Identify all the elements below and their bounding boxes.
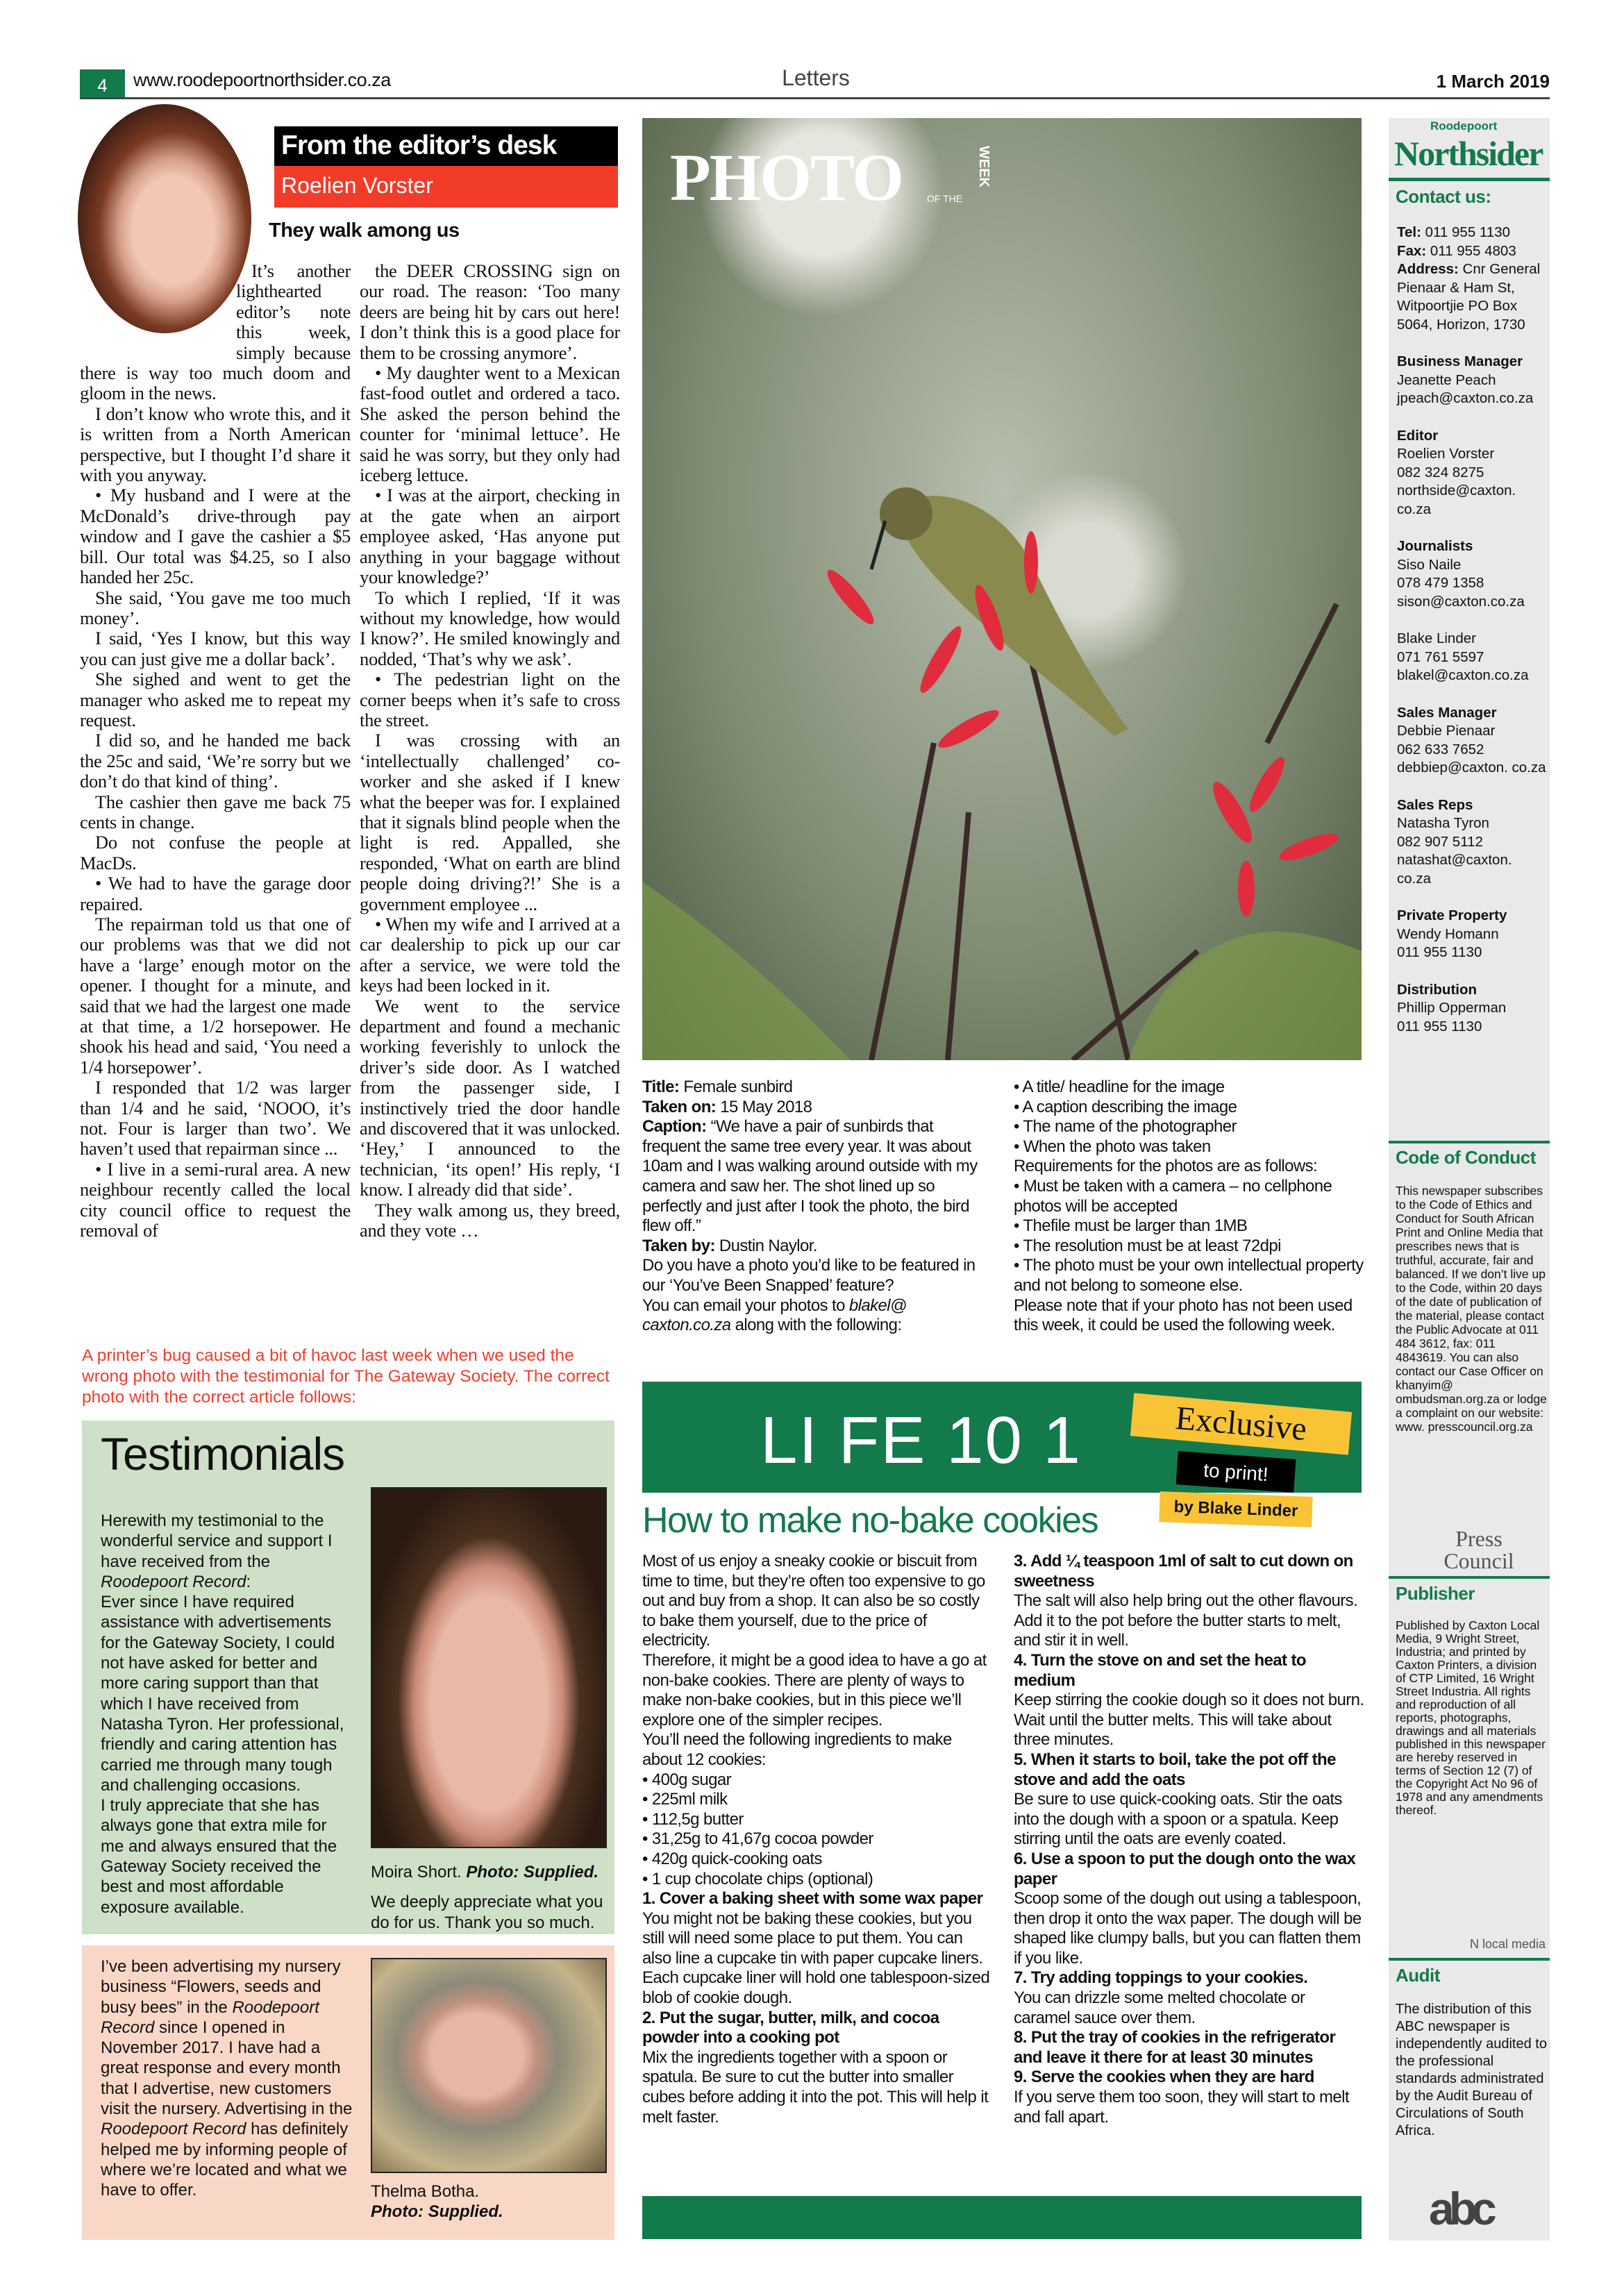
- staff-entry: [1397, 537, 1546, 611]
- contact-details: [1397, 224, 1546, 1055]
- publisher-heading: Publisher: [1396, 1583, 1475, 1604]
- staff-line: Blake Linder: [1397, 630, 1476, 646]
- detail-label: Address:: [1397, 261, 1459, 277]
- code-of-conduct-text: This newspaper subscribes to the Code of Ethics and Conduct for South African Print and Online Media that prescribes news that is truthful, accurate, fair and balanced. If we don’t live up to the Code, within 20 days of the date of publication of the material, please contact the Public Advocate at 011 484 3612, fax: 011 4843619. You can also contact our Case Officer on khanyim@ ombudsman.org.za or lodge a complaint on our website: www. presscouncil.org.za: [1396, 1184, 1547, 1434]
- cookies-column-1: [642, 1552, 993, 2127]
- text: :: [246, 1572, 251, 1591]
- sunbird-illustration: [642, 118, 1362, 1060]
- step-heading: 2. Put the sugar, butter, milk, and cocoa powder into a cooking pot: [642, 2008, 939, 2047]
- testimonial-box-1: [82, 1421, 614, 1934]
- paragraph: • Must be taken with a camera – no cellphone photos will be accepted: [1014, 1176, 1332, 1216]
- staff-line: 011 955 1130: [1397, 944, 1482, 960]
- text: Herewith my testimonial to the wonderful service and support I have received from the: [101, 1511, 333, 1571]
- staff-role: Private Property: [1397, 907, 1507, 923]
- paragraph: If you serve them too soon, they will start to melt and fall apart.: [1014, 2088, 1349, 2127]
- thelma-botha-photo: [371, 1958, 607, 2173]
- staff-line: Roelien Vorster: [1397, 446, 1495, 462]
- paragraph: I was crossing with an ‘intellectually challenged’ co-worker and she asked if I knew what the beeper was for. I explained that it signals blind people when the light is red. Appalled, she responded, ‘What on earth are blind people doing driving?!’ She is a government employee ...: [360, 730, 620, 914]
- staff-role: Business Manager: [1397, 353, 1523, 369]
- exclusive-badge: Exclusive: [1130, 1393, 1352, 1455]
- staff-line: blakel@caxton.co.za: [1397, 667, 1529, 683]
- staff-entry: [1397, 981, 1546, 1037]
- staff-role: Distribution: [1397, 981, 1477, 998]
- caption-name: Thelma Botha.: [371, 2182, 480, 2201]
- logo-of-the: OF THE: [927, 193, 963, 204]
- divider: [1389, 1576, 1550, 1579]
- submission-email[interactable]: blakel@ caxton.co.za: [642, 1296, 907, 1335]
- staff-line: 082 324 8275: [1397, 464, 1484, 480]
- step-heading: 3. Add ¼ teaspoon 1ml of salt to cut down on sweetness: [1014, 1552, 1353, 1591]
- masthead-sidebar: [1389, 118, 1550, 2240]
- detail-value: “We have a pair of sunbirds that frequent the same tree every year. It was about 10am and I was walking around outside with my camera and saw her. The shot lined up so perfectly and just after I took the photo, the bird flew off.”: [642, 1117, 978, 1236]
- step-heading: 8. Put the tray of cookies in the refrigerator and leave it there for at least 30 minutes: [1014, 2028, 1336, 2067]
- publisher-text: Published by Caxton Local Media, 9 Wright Street, Industria; and printed by Caxton Printers, a division of CTP Limited, 16 Wright Street Industria. All rights and reproduction of all reports, photographs, drawings and all materials published in this newspaper are hereby reserved in terms of Section 12 (7) of the Copyright Act No 96 of 1978 and any amendments thereof.: [1396, 1618, 1546, 1817]
- text: I truly appreciate that she has always gone that extra mile for me and always ensured that the Gateway Society received the best and most affordable exposure available.: [101, 1796, 337, 1917]
- staff-role: Editor: [1397, 427, 1439, 444]
- bottom-green-bar: [642, 2196, 1362, 2239]
- northsider-logo: Northsider: [1394, 134, 1543, 173]
- step-heading: 5. When it starts to boil, take the pot off the stove and add the oats: [1014, 1750, 1336, 1789]
- paragraph: The salt will also help bring out the other flavours. Add it to the pot before the butter starts to melt, and stir it in well.: [1014, 1591, 1358, 1650]
- step-heading: 1. Cover a baking sheet with some wax paper: [642, 1889, 983, 1909]
- staff-line: 011 955 1130: [1397, 1018, 1482, 1034]
- text: has definitely helped me by informing people of where we’re located and what we have to offer.: [101, 2120, 349, 2200]
- paragraph: • 31,25g to 41,67g cocoa powder: [642, 1829, 873, 1849]
- paragraph: • The resolution must be at least 72dpi: [1014, 1236, 1281, 1255]
- paragraph: I don’t know who wrote this, and it is written from a North American perspective, but I thought I’d share it with you anyway.: [80, 403, 351, 486]
- closing-text: We deeply appreciate what you do for us. Thank you so much.: [371, 1893, 603, 1932]
- detail-value: 011 955 1130: [1421, 224, 1510, 240]
- paragraph: Scoop some of the dough out using a tablespoon, then drop it onto the wax paper. The dough will be shaped like clumpy balls, but you can flatten them if you like.: [1014, 1889, 1362, 1968]
- publication-name: Roodepoort Record: [101, 1572, 246, 1591]
- photo-of-the-week-logo: PHOTO: [670, 140, 903, 215]
- logo-week: WEEK: [976, 146, 991, 187]
- paragraph: • The photo must be your own intellectual property and not belong to someone else.: [1014, 1256, 1364, 1295]
- paragraph: • 225ml milk: [642, 1790, 728, 1809]
- paragraph: Therefore, it might be a good idea to have a go at non-bake cookies. There are plenty of ways to make non-bake cookies, but in this piece we’ll explore one of the simpler recipes.: [642, 1650, 987, 1729]
- paragraph: I did so, and he handed me back the 25c and said, ‘We’re sorry but we don’t do that kind of thing’.: [80, 730, 351, 792]
- paragraph: The cashier then gave me back 75 cents in change.: [80, 791, 351, 832]
- paragraph: • When my wife and I arrived at a car dealership to pick up our car after a service, we were told the keys had been locked in it.: [360, 914, 620, 996]
- staff-entry: [1397, 630, 1546, 685]
- detail-value: 15 May 2018: [716, 1097, 812, 1116]
- step-heading: 6. Use a spoon to put the dough onto the wax paper: [1014, 1849, 1356, 1888]
- paragraph: We went to the service department and found a mechanic working feverishly to unlock the driver’s side door. As I watched from the passenger side, I instinctively tried the door handle and discovered that it was unlocked. ‘Hey,’ I announced to the technician, ‘its open!’ His reply, ‘I know. I already did that side’.: [360, 995, 620, 1200]
- life-101-banner: [642, 1382, 1362, 1493]
- correction-note: A printer’s bug caused a bit of havoc last week when we used the wrong photo with the testimonial for The Gateway Society. The correct photo with the correct article follows:: [82, 1346, 610, 1407]
- staff-role: Sales Reps: [1397, 796, 1473, 813]
- detail-label: Taken by:: [642, 1236, 715, 1255]
- paragraph: You’ll need the following ingredients to make about 12 cookies:: [642, 1730, 952, 1769]
- staff-line: debbiep@caxton. co.za: [1397, 760, 1546, 776]
- paragraph: Do not confuse the people at MacDs.: [80, 832, 351, 873]
- staff-line: Debbie Pienaar: [1397, 723, 1496, 739]
- paragraph: Mix the ingredients together with a spoon or spatula. Be sure to cut the butter into smaller cubes before adding it into the pot. This will help it melt faster.: [642, 2047, 989, 2127]
- testimonials-title: Testimonials: [101, 1428, 345, 1480]
- paragraph: The repairman told us that one of our problems was that we did not have a ‘large’ enough motor on the opener. I thought for a minute, and said that we had the largest one made at that time, a 1/2 horsepower. He shook his head and said, ‘You need a 1/4 horsepower’.: [80, 914, 351, 1078]
- roodepoort-logo-text: Roodepoort: [1430, 119, 1498, 133]
- site-url[interactable]: www.roodepoortnorthsider.co.za: [133, 69, 391, 90]
- issue-date: 1 March 2019: [1436, 71, 1550, 92]
- step-heading: 9. Serve the cookies when they are hard: [1014, 2068, 1314, 2087]
- staff-line: 071 761 5597: [1397, 648, 1484, 665]
- staff-entry: [1397, 907, 1546, 962]
- testimonial-2-caption: [371, 2181, 610, 2222]
- publication-name: Roodepoort Record: [101, 2120, 246, 2139]
- photo-credit: Photo: Supplied.: [466, 1863, 599, 1882]
- staff-line: Natasha Tyron: [1397, 815, 1489, 831]
- staff-entry: [1397, 704, 1546, 778]
- photo-credit: Photo: Supplied.: [371, 2202, 503, 2222]
- detail-label: Tel:: [1397, 224, 1421, 240]
- paragraph: • 400g sugar: [642, 1770, 731, 1789]
- audit-text: The distribution of this ABC newspaper is independently audited to the professional standards administrated by the Audit Bureau of Circulations of South Africa.: [1396, 2002, 1547, 2138]
- paragraph: • My daughter went to a Mexican fast-food outlet and ordered a taco. She asked the person behind the counter for ‘minimal lettuce’. He said he was sorry, but they only had iceberg lettuce.: [360, 362, 620, 486]
- editor-desk-banner: From the editor’s desk: [274, 126, 618, 166]
- paragraph: the DEER CROSSING sign on our road. The reason: ‘Too many deers are being hit by cars out here! I don’t think this is a good place for them to be crossing anymore’.: [360, 260, 620, 363]
- staff-line: Phillip Opperman: [1397, 1000, 1507, 1016]
- to-print-badge: to print!: [1176, 1451, 1296, 1493]
- paragraph: She said, ‘You gave me too much money’.: [80, 587, 351, 628]
- paragraph: • We had to have the garage door repaired.: [80, 873, 351, 914]
- paragraph: It’s another lighthearted editor’s note this week, simply because there is way too much doom and gloom in the news.: [80, 260, 351, 404]
- detail-label: Title:: [642, 1078, 680, 1096]
- caption-name: Moira Short.: [371, 1863, 462, 1882]
- paragraph: • I was at the airport, checking in at the gate when an airport employee asked, ‘Has anyone put anything in your baggage without your knowledge?’: [360, 485, 620, 588]
- editor-name: Roelien Vorster: [274, 166, 618, 208]
- testimonial-1-text: [101, 1511, 354, 1918]
- abc-logo: abc: [1429, 2183, 1491, 2234]
- paragraph: • I live in a semi-rural area. A new neighbour recently called the local city council office to request the removal of: [80, 1158, 351, 1241]
- staff-entry: [1397, 353, 1546, 408]
- detail-label: Caption:: [642, 1117, 707, 1137]
- paragraph: • A caption describing the image: [1014, 1097, 1237, 1116]
- testimonial-2-text: [101, 1956, 358, 2201]
- staff-entry: [1397, 427, 1546, 519]
- text: since I opened in November 2017. I have had a great response and every month that I advertise, new customers visit the nursery. Advertising in the: [101, 2018, 353, 2119]
- staff-entry: [1397, 796, 1546, 889]
- moira-short-photo: [371, 1487, 607, 1848]
- photo-requirements: [1014, 1078, 1364, 1336]
- detail-value: Cnr General Pienaar & Ham St, Witpoortjie PO Box 5064, Horizon, 1730: [1397, 261, 1541, 333]
- paragraph: I responded that 1/2 was larger than 1/4 and he said, ‘NOOO, it’s not. Four is larger than two’. We haven’t used that repairman since ...: [80, 1077, 351, 1159]
- press-council-logo: Press Council: [1443, 1526, 1514, 1573]
- staff-line: jpeach@caxton.co.za: [1397, 390, 1534, 406]
- paragraph: • When the photo was taken: [1014, 1137, 1211, 1156]
- text: I’ve been advertising my nursery business “Flowers, seeds and busy bees” in the: [101, 1957, 341, 2017]
- cookies-column-2: [1014, 1552, 1364, 2127]
- paragraph: To which I replied, ‘If it was without my knowledge, how would I know?’. He smiled knowingly and nodded, ‘That’s why we ask’.: [360, 587, 620, 669]
- divider: [1389, 1958, 1550, 1961]
- staff-line: 078 479 1358: [1397, 575, 1484, 591]
- paragraph: She sighed and went to get the manager who asked me to repeat my request.: [80, 669, 351, 730]
- paragraph: I said, ‘Yes I know, but this way you can just give me a dollar back’.: [80, 628, 351, 669]
- staff-role: Journalists: [1397, 538, 1473, 554]
- paragraph: • A title/ headline for the image: [1014, 1078, 1225, 1096]
- paragraph: Be sure to use quick-cooking oats. Stir the oats into the dough with a spoon or a spatula. Keep stirring until the oats are evenly coated.: [1014, 1790, 1342, 1849]
- detail-value: 011 955 4803: [1426, 242, 1516, 259]
- testimonial-1-caption: [371, 1862, 610, 1933]
- header-rule: [80, 97, 1550, 99]
- staff-line: natashat@caxton. co.za: [1397, 852, 1512, 887]
- paragraph: • 112,5g butter: [642, 1809, 744, 1829]
- editorial-column-2: [360, 261, 620, 1241]
- staff-line: Wendy Homann: [1397, 925, 1499, 942]
- staff-role: Sales Manager: [1397, 704, 1497, 721]
- staff-line: sison@caxton.co.za: [1397, 593, 1525, 610]
- photo-invite: Do you have a photo you’d like to be featured in our ‘You’ve Been Snapped’ feature?: [642, 1256, 976, 1295]
- life-101-title: LI FE 10 1: [760, 1403, 1082, 1477]
- paragraph: • My husband and I were at the McDonald’s drive-through pay window and I gave the cashier a $5 bill. Our total was $4.25, so I also handed her 25c.: [80, 485, 351, 588]
- step-heading: 4. Turn the stove on and set the heat to medium: [1014, 1650, 1306, 1690]
- staff-line: 082 907 5112: [1397, 833, 1483, 850]
- editorial-column-1: [80, 261, 351, 1241]
- paragraph: Most of us enjoy a sneaky cookie or biscuit from time to time, but they’re often too expensive to go out and buy from a shop. It can also be so costly to bake them yourself, due to the price of electricity.: [642, 1552, 985, 1650]
- page-number: 4: [80, 69, 125, 99]
- publication-name: Roodepoort Record: [101, 1997, 319, 2037]
- paragraph: • The name of the photographer: [1014, 1117, 1237, 1137]
- staff-line: northside@caxton. co.za: [1397, 483, 1516, 517]
- local-media-logo: N local media: [1469, 1937, 1546, 1951]
- staff-line: Jeanette Peach: [1397, 371, 1496, 388]
- section-title: Letters: [782, 65, 850, 90]
- paragraph: You might not be baking these cookies, but you still will need some place to put them. You can also line a cupcake tin with paper cupcake liners. Each cupcake liner will hold one tablespoon-sized blob of cookie dough.: [642, 1909, 990, 2008]
- detail-value: Dustin Naylor.: [714, 1236, 817, 1255]
- paragraph: • 1 cup chocolate chips (optional): [642, 1869, 873, 1888]
- byline: by Blake Linder: [1159, 1491, 1312, 1527]
- paragraph: Requirements for the photos are as follows:: [1014, 1157, 1318, 1176]
- contact-heading: Contact us:: [1396, 186, 1491, 207]
- paragraph: They walk among us, they breed, and they vote …: [360, 1199, 620, 1241]
- paragraph: • The pedestrian light on the corner beeps when it’s safe to cross the street.: [360, 669, 620, 730]
- paragraph: • Thefile must be larger than 1MB: [1014, 1216, 1248, 1236]
- testimonial-box-2: [82, 1945, 614, 2240]
- detail-label: Taken on:: [642, 1097, 717, 1116]
- audit-heading: Audit: [1396, 1965, 1440, 1986]
- editorial-headline: They walk among us: [269, 219, 460, 242]
- step-heading: 7. Try adding toppings to your cookies.: [1014, 1968, 1308, 1988]
- staff-line: Siso Naile: [1397, 556, 1462, 573]
- paragraph: You can drizzle some melted chocolate or caramel sauce over them.: [1014, 1988, 1305, 2027]
- text: You can email your photos to: [642, 1296, 849, 1315]
- paragraph: • 420g quick-cooking oats: [642, 1849, 822, 1868]
- detail-label: Fax:: [1397, 242, 1427, 259]
- divider: [1389, 1141, 1550, 1143]
- detail-value: Female sunbird: [679, 1078, 793, 1096]
- text: along with the following:: [730, 1316, 902, 1335]
- photo-details: [642, 1078, 993, 1336]
- divider: [1389, 178, 1550, 181]
- staff-line: 062 633 7652: [1397, 741, 1484, 757]
- sunbird-photo: [642, 118, 1362, 1060]
- paragraph: Please note that if your photo has not been used this week, it could be used the following week.: [1014, 1296, 1353, 1335]
- code-of-conduct-heading: Code of Conduct: [1396, 1147, 1536, 1168]
- paragraph: Keep stirring the cookie dough so it does not burn. Wait until the butter melts. This will take about three minutes.: [1014, 1691, 1364, 1750]
- cookies-headline: How to make no-bake cookies: [642, 1500, 1098, 1541]
- text: Ever since I have required assistance with advertisements for the Gateway Society, I could not have asked for better and more caring support than that which I have received from Natasha Tyron. Her professional, friendly and caring attention has carried me through many tough and challenging occasions.: [101, 1593, 344, 1795]
